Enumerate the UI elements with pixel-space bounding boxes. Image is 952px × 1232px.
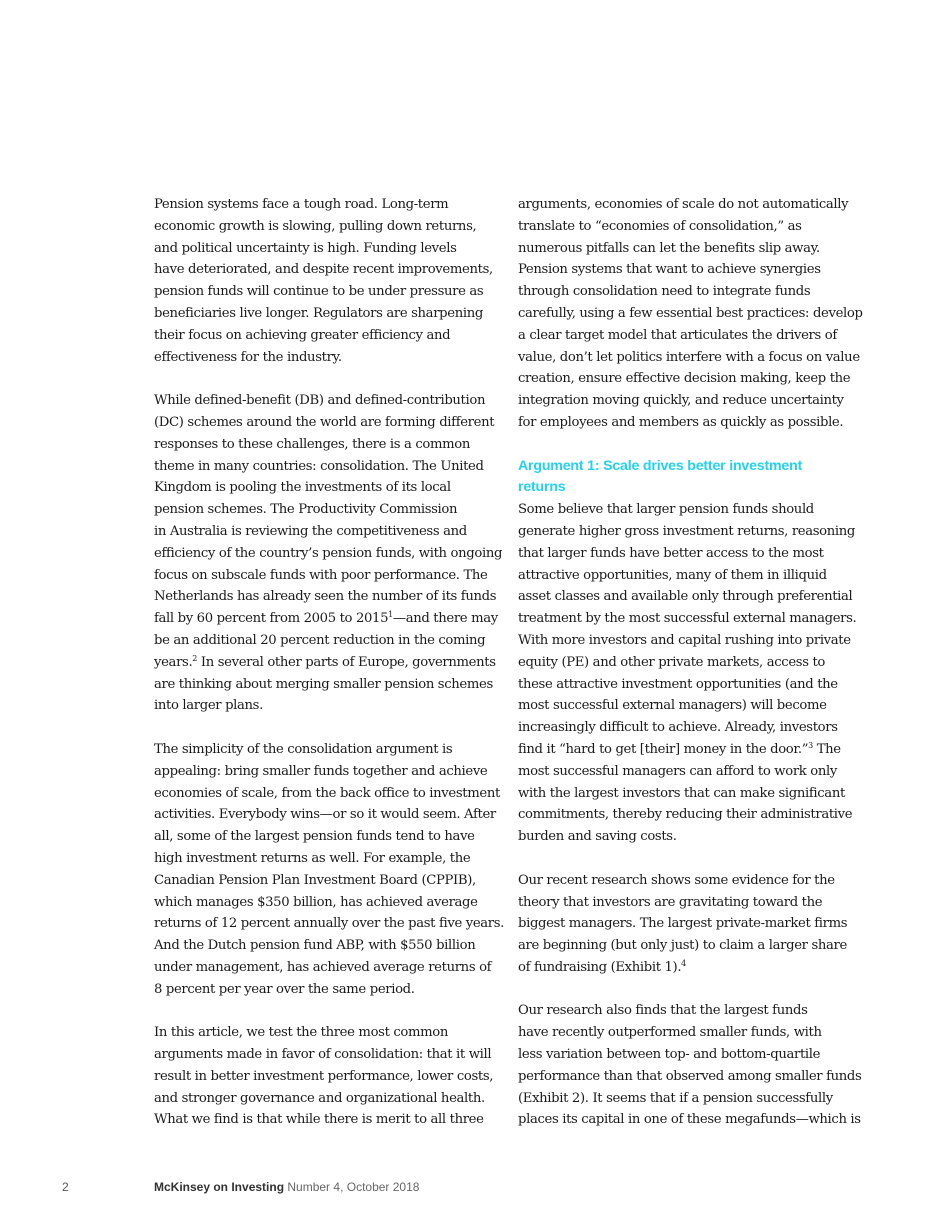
text-line: places its capital in one of these megafunds—which is bbox=[518, 1112, 861, 1128]
text-fragment: of fundraising (Exhibit 1). bbox=[518, 959, 682, 975]
text-line: Our recent research shows some evidence for the bbox=[518, 872, 835, 888]
text-line bbox=[518, 739, 863, 761]
text-line: Some believe that larger pension funds should bbox=[518, 502, 814, 518]
text-line: value, don’t let politics interfere with a focus on value bbox=[518, 349, 860, 365]
publication-credit bbox=[154, 1180, 419, 1194]
text-line: Pension systems face a tough road. Long-term bbox=[154, 197, 449, 212]
text-line: which manages $350 billion, has achieved average bbox=[154, 894, 478, 910]
text-line: pension funds will continue to be under pressure as bbox=[154, 284, 484, 300]
text-line: What we find is that while there is merit to all three bbox=[154, 1112, 484, 1128]
page-footer bbox=[0, 1180, 952, 1196]
text-line: In this article, we test the three most common bbox=[154, 1025, 449, 1041]
text-line: high investment returns as well. For example, the bbox=[154, 850, 471, 866]
text-line: pension schemes. The Productivity Commission bbox=[154, 502, 458, 518]
text-line: While defined-benefit (DB) and defined-contribution bbox=[154, 393, 486, 409]
text-line bbox=[154, 608, 499, 630]
text-line: less variation between top- and bottom-quartile bbox=[518, 1047, 821, 1063]
text-fragment: find it “hard to get [their] money in the door.” bbox=[518, 741, 809, 757]
text-line: burden and saving costs. bbox=[518, 829, 677, 845]
text-line bbox=[154, 652, 499, 674]
text-line: Our research also finds that the largest funds bbox=[518, 1003, 808, 1019]
footnote-ref-1[interactable]: 1 bbox=[388, 610, 393, 620]
text-line: responses to these challenges, there is a common bbox=[154, 436, 471, 452]
text-line: a clear target model that articulates the drivers of bbox=[518, 327, 837, 343]
text-line: arguments made in favor of consolidation: that it will bbox=[154, 1047, 492, 1063]
text-line: biggest managers. The largest private-market firms bbox=[518, 916, 848, 932]
text-line: asset classes and available only through preferential bbox=[518, 589, 853, 605]
text-line: The simplicity of the consolidation argument is bbox=[154, 741, 453, 757]
text-fragment: The bbox=[812, 741, 841, 757]
text-line: commitments, thereby reducing their administrative bbox=[518, 807, 853, 823]
heading-line: Argument 1: Scale drives better investment bbox=[518, 457, 803, 474]
text-line: that larger funds have better access to the most bbox=[518, 545, 824, 561]
text-fragment: —and there may bbox=[392, 611, 498, 627]
text-line: be an additional 20 percent reduction in the coming bbox=[154, 632, 486, 648]
paragraph-largest-funds bbox=[518, 1000, 863, 1131]
text-line: focus on subscale funds with poor performance. The bbox=[154, 567, 488, 583]
text-line: Pension systems that want to achieve synergies bbox=[518, 262, 821, 278]
text-line: (Exhibit 2). It seems that if a pension successfully bbox=[518, 1090, 833, 1106]
text-line: numerous pitfalls can let the benefits slip away. bbox=[518, 240, 820, 256]
text-line: activities. Everybody wins—or so it would seem. After bbox=[154, 807, 496, 823]
text-line: these attractive investment opportunities (and the bbox=[518, 676, 838, 692]
text-line: integration moving quickly, and reduce uncertainty bbox=[518, 393, 844, 409]
text-line: economic growth is slowing, pulling down returns, bbox=[154, 218, 477, 234]
footnote-ref-3[interactable]: 3 bbox=[808, 740, 813, 750]
text-line: Kingdom is pooling the investments of its local bbox=[154, 480, 451, 496]
text-line: arguments, economies of scale do not automatically bbox=[518, 197, 849, 212]
footnote-ref-2[interactable]: 2 bbox=[192, 653, 198, 663]
section-heading-argument-1 bbox=[518, 456, 863, 500]
text-line: returns of 12 percent annually over the past five years. bbox=[154, 916, 505, 932]
text-line: equity (PE) and other private markets, access to bbox=[518, 654, 825, 670]
text-fragment: years. bbox=[154, 654, 193, 670]
text-line: have deteriorated, and despite recent improvements, bbox=[154, 262, 493, 278]
text-line: theory that investors are gravitating toward the bbox=[518, 894, 823, 910]
paragraph-scale-returns bbox=[518, 499, 863, 848]
text-line: Netherlands has already seen the number of its funds bbox=[154, 589, 497, 605]
right-column bbox=[518, 194, 863, 1131]
text-line: into larger plans. bbox=[154, 698, 263, 714]
text-line: have recently outperformed smaller funds, with bbox=[518, 1025, 822, 1041]
page-number: 2 bbox=[62, 1180, 69, 1194]
text-line: Canadian Pension Plan Investment Board (CPPIB), bbox=[154, 872, 476, 888]
text-line: are beginning (but only just) to claim a larger share bbox=[518, 938, 847, 954]
text-line: translate to “economies of consolidation,” as bbox=[518, 218, 802, 234]
text-line: generate higher gross investment returns, reasoning bbox=[518, 523, 856, 539]
heading-line: returns bbox=[518, 479, 566, 496]
text-line: With more investors and capital rushing into private bbox=[518, 632, 851, 648]
text-line: beneficiaries live longer. Regulators are sharpening bbox=[154, 305, 483, 321]
paragraph-research-evidence bbox=[518, 870, 863, 979]
paragraph-economies-of-consolidation bbox=[518, 194, 863, 434]
text-line: (DC) schemes around the world are forming different bbox=[154, 414, 495, 430]
publication-name: McKinsey on Investing bbox=[154, 1180, 285, 1194]
paragraph-article-scope bbox=[154, 1022, 499, 1131]
text-line: creation, ensure effective decision making, keep the bbox=[518, 371, 851, 387]
text-line: in Australia is reviewing the competitiveness and bbox=[154, 523, 467, 539]
text-line: most successful managers can afford to work only bbox=[518, 763, 837, 779]
text-line bbox=[518, 957, 863, 979]
text-line: are thinking about merging smaller pension schemes bbox=[154, 676, 493, 692]
footnote-ref-4[interactable]: 4 bbox=[681, 958, 686, 968]
text-line: and political uncertainty is high. Funding levels bbox=[154, 240, 457, 256]
text-line: attractive opportunities, many of them in illiquid bbox=[518, 567, 827, 583]
text-line: and stronger governance and organizational health. bbox=[154, 1090, 485, 1106]
text-line: carefully, using a few essential best practices: develop bbox=[518, 305, 863, 321]
text-line: with the largest investors that can make significant bbox=[518, 785, 845, 801]
text-line: theme in many countries: consolidation. The United bbox=[154, 458, 484, 474]
text-line: for employees and members as quickly as possible. bbox=[518, 414, 844, 430]
paragraph-simplicity bbox=[154, 739, 505, 1001]
text-line: all, some of the largest pension funds tend to have bbox=[154, 829, 475, 845]
text-line: most successful external managers) will become bbox=[518, 698, 827, 714]
text-line: result in better investment performance, lower costs, bbox=[154, 1068, 494, 1084]
issue-info: Number 4, October 2018 bbox=[287, 1180, 420, 1194]
text-line: under management, has achieved average returns of bbox=[154, 959, 492, 975]
text-line: treatment by the most successful external managers. bbox=[518, 611, 857, 627]
paragraph-intro bbox=[154, 194, 499, 368]
text-line: increasingly difficult to achieve. Already, investors bbox=[518, 720, 838, 736]
text-fragment: fall by 60 percent from 2005 to 2015 bbox=[154, 611, 389, 627]
text-line: And the Dutch pension fund ABP, with $550 billion bbox=[154, 938, 476, 954]
left-column bbox=[154, 194, 505, 1131]
paragraph-consolidation-trend bbox=[154, 390, 503, 717]
text-line: economies of scale, from the back office to investment bbox=[154, 785, 500, 801]
text-line: through consolidation need to integrate funds bbox=[518, 284, 811, 300]
text-line: their focus on achieving greater efficiency and bbox=[154, 327, 451, 343]
text-line: performance than that observed among smaller funds bbox=[518, 1068, 862, 1084]
text-line: efficiency of the country’s pension funds, with ongoing bbox=[154, 545, 503, 561]
text-line: appealing: bring smaller funds together and achieve bbox=[154, 763, 488, 779]
text-fragment: In several other parts of Europe, governments bbox=[197, 654, 496, 670]
text-line: effectiveness for the industry. bbox=[154, 349, 342, 365]
text-line: 8 percent per year over the same period. bbox=[154, 981, 415, 997]
